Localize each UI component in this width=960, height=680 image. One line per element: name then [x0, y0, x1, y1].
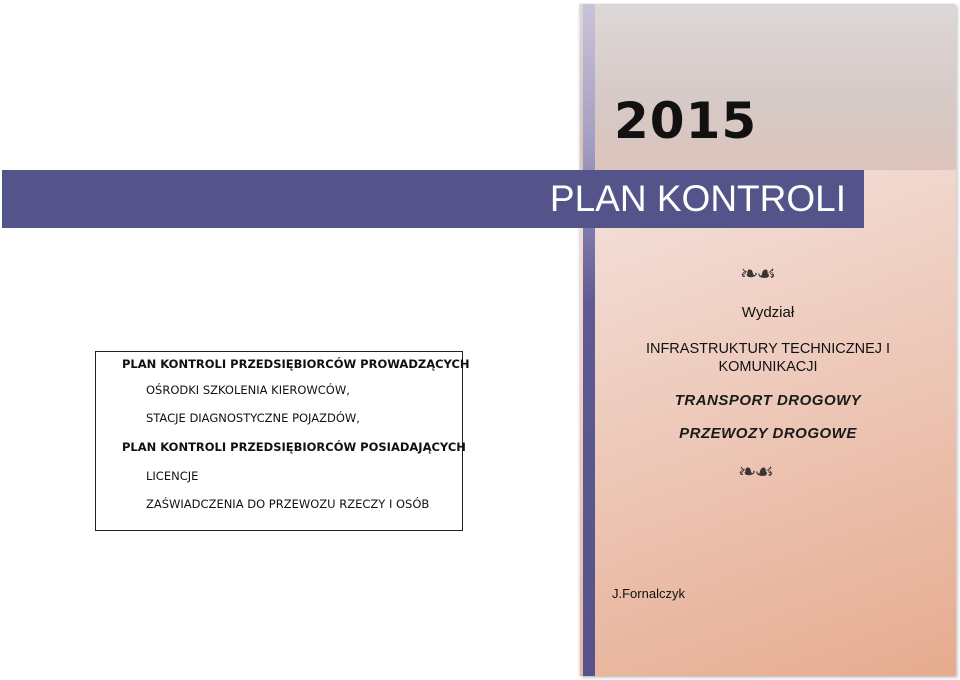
cover-year: 2015: [614, 92, 758, 150]
ornament-icon: ❧☙: [740, 262, 775, 287]
department-label: Wydział: [741, 304, 795, 321]
section-item: OŚRODKI SZKOLENIA KIEROWCÓW,: [146, 383, 350, 397]
author-name: J.Fornalczyk: [612, 586, 685, 601]
cover-panel-stripe: [583, 4, 595, 676]
cover-title: PLAN KONTROLI: [549, 178, 846, 219]
section-heading: PLAN KONTROLI PRZEDSIĘBIORCÓW POSIADAJĄCYCH: [122, 440, 466, 454]
department-name: INFRASTRUKTURY TECHNICZNEJ I KOMUNIKACJI: [645, 341, 891, 375]
section-item: ZAŚWIADCZENIA DO PRZEWOZU RZECZY I OSÓB: [146, 497, 430, 511]
subtitle-przewozy: PRZEWOZY DROGOWE: [679, 425, 857, 442]
section-item: STACJE DIAGNOSTYCZNE POJAZDÓW,: [146, 411, 360, 425]
subtitle-transport: TRANSPORT DROGOWY: [674, 392, 862, 409]
ornament-icon: ❧☙: [738, 460, 773, 485]
section-heading: PLAN KONTROLI PRZEDSIĘBIORCÓW PROWADZĄCYCH: [122, 357, 470, 371]
title-bar: [2, 170, 864, 228]
section-item: LICENCJE: [146, 469, 199, 483]
contents-box: [95, 351, 470, 531]
